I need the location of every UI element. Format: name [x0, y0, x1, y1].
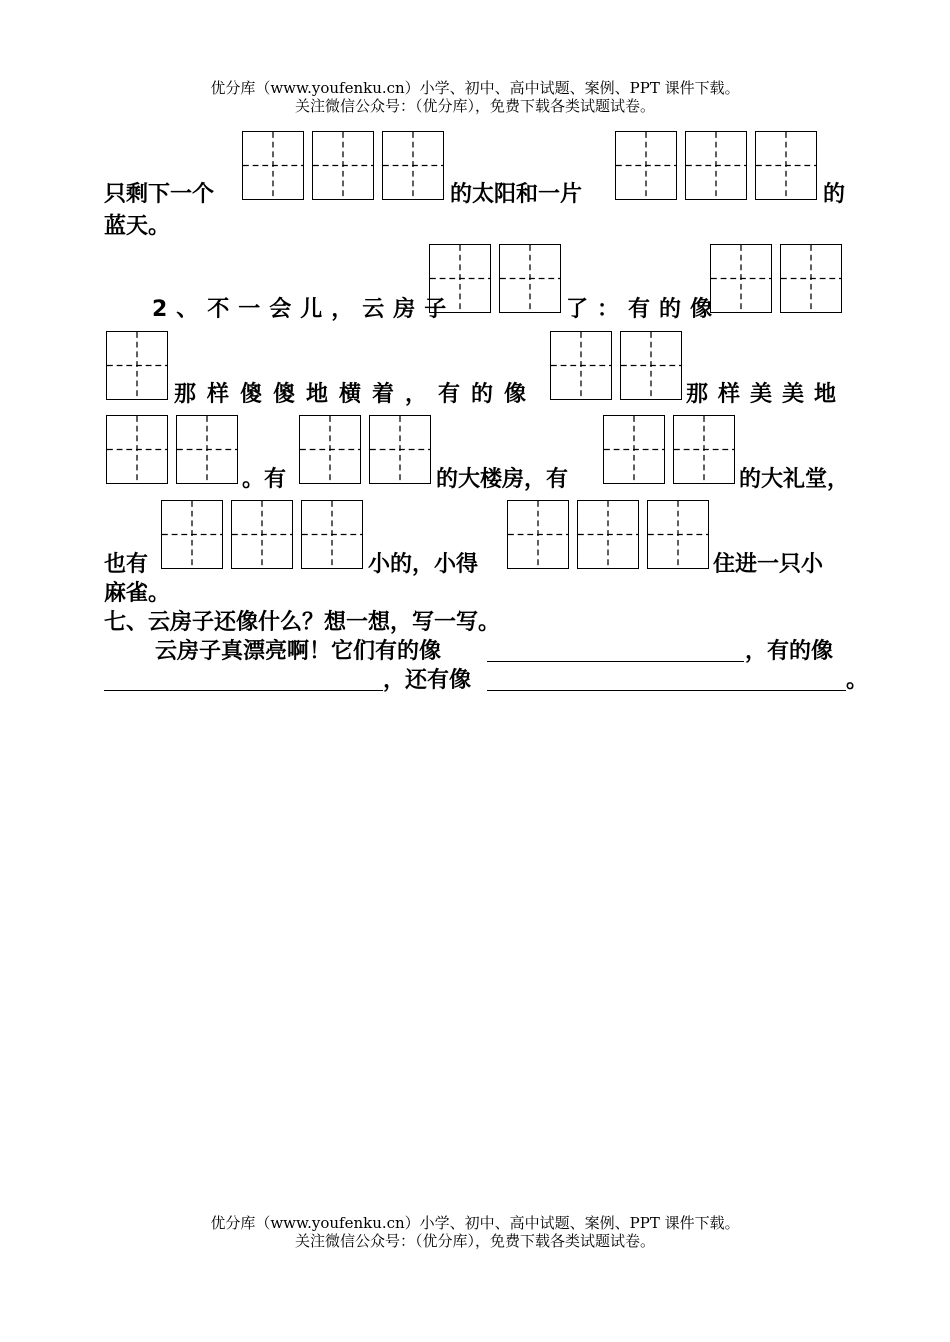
writing-box[interactable]: [647, 500, 709, 569]
q2-text-2: 了：有的像: [566, 297, 722, 322]
writing-box[interactable]: [499, 244, 561, 313]
s7-line1-text-2: ，有的像: [745, 639, 834, 664]
writing-box[interactable]: [231, 500, 293, 569]
answer-blank[interactable]: [487, 690, 846, 691]
q2-text-cont: 麻雀。: [104, 581, 171, 606]
writing-box[interactable]: [106, 331, 168, 400]
writing-box[interactable]: [710, 244, 772, 313]
q2-text-7: 的大礼堂，: [739, 467, 850, 492]
q2-text-3: 那样傻傻地横着，有的像: [174, 382, 538, 407]
s1-text-1: 只剩下一个: [104, 182, 215, 207]
writing-box[interactable]: [106, 415, 168, 484]
writing-box[interactable]: [603, 415, 665, 484]
footer-line-2: 关注微信公众号：（优分库），免费下载各类试题试卷。: [294, 1232, 655, 1250]
writing-box[interactable]: [429, 244, 491, 313]
q2-text-4: 那样美美地: [686, 382, 847, 407]
writing-box[interactable]: [507, 500, 569, 569]
q2-text-1: 2、不一会儿，云房子: [152, 297, 456, 322]
writing-box[interactable]: [620, 331, 682, 400]
writing-box[interactable]: [312, 131, 374, 200]
answer-blank[interactable]: [104, 690, 383, 691]
writing-box[interactable]: [780, 244, 842, 313]
q2-text-10: 住进一只小: [713, 552, 824, 577]
writing-box[interactable]: [369, 415, 431, 484]
header-line-1: 优分库（www.youfenku.cn）小学、初中、高中试题、案例、PPT 课件下载。: [210, 79, 740, 97]
s7-line1-text-1: 云房子真漂亮啊！它们有的像: [155, 639, 442, 664]
q2-text-9: 小的，小得: [368, 552, 479, 577]
writing-box[interactable]: [176, 415, 238, 484]
writing-box[interactable]: [299, 415, 361, 484]
writing-box[interactable]: [161, 500, 223, 569]
q2-text-5: 。有: [242, 467, 287, 492]
writing-box[interactable]: [242, 131, 304, 200]
q2-text-8: 也有: [104, 552, 149, 577]
header-line-2: 关注微信公众号：（优分库），免费下载各类试题试卷。: [294, 97, 655, 115]
writing-box[interactable]: [755, 131, 817, 200]
s7-line2-text-2: 。: [846, 668, 869, 693]
s1-text-cont: 蓝天。: [104, 214, 171, 239]
footer-line-1: 优分库（www.youfenku.cn）小学、初中、高中试题、案例、PPT 课件下载。: [210, 1214, 740, 1232]
writing-box[interactable]: [301, 500, 363, 569]
s1-text-2: 的太阳和一片: [450, 182, 583, 207]
writing-box[interactable]: [685, 131, 747, 200]
writing-box[interactable]: [382, 131, 444, 200]
writing-box[interactable]: [615, 131, 677, 200]
writing-box[interactable]: [550, 331, 612, 400]
q2-text-6: 的大楼房，有: [436, 467, 569, 492]
s7-line2-text-1: ，还有像: [383, 668, 472, 693]
s1-text-3: 的: [823, 182, 846, 207]
writing-box[interactable]: [577, 500, 639, 569]
answer-blank[interactable]: [487, 661, 744, 662]
writing-box[interactable]: [673, 415, 735, 484]
section-7-title: 七、云房子还像什么？想一想，写一写。: [104, 610, 501, 635]
